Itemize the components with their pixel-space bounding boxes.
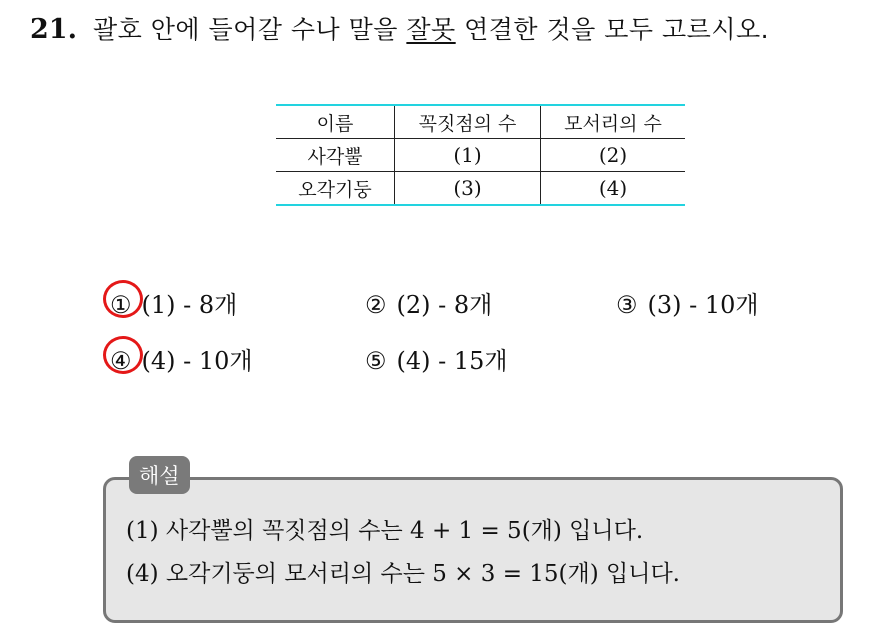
choice-5[interactable] <box>365 341 508 376</box>
question-text-after: 연결한 것을 모두 고르시오. <box>455 15 770 44</box>
table-header-row <box>276 105 685 139</box>
question-number: 21. <box>30 14 77 45</box>
table-row <box>276 172 685 206</box>
table-cell: (1) <box>395 139 541 172</box>
table-cell: 오각기둥 <box>276 172 395 206</box>
solution-line: (1) 사각뿔의 꼭짓점의 수는 4 + 1 = 5(개) 입니다. <box>126 518 644 544</box>
choice-mark: ③ <box>616 291 638 319</box>
choice-text: (2) - 8개 <box>396 291 493 319</box>
choice-mark: ④ <box>110 347 132 375</box>
choice-text: (1) - 8개 <box>141 291 238 319</box>
solution-line: (4) 오각기둥의 모서리의 수는 5 × 3 = 15(개) 입니다. <box>126 561 680 587</box>
table-header-cell: 이름 <box>276 105 395 139</box>
question-text-before: 괄호 안에 들어갈 수나 말을 <box>92 15 407 44</box>
question-text-underlined: 잘못 <box>406 15 456 44</box>
table-cell: (4) <box>541 172 686 206</box>
table-cell: (2) <box>541 139 686 172</box>
choice-text: (4) - 10개 <box>141 347 253 375</box>
question-text <box>93 15 769 44</box>
table-cell: (3) <box>395 172 541 206</box>
choice-3[interactable] <box>616 285 759 320</box>
table-row <box>276 139 685 172</box>
answer-circle-icon <box>103 280 143 318</box>
answer-circle-icon <box>103 336 143 374</box>
solution-box <box>103 477 843 623</box>
choice-text: (3) - 10개 <box>647 291 759 319</box>
choice-text: (4) - 15개 <box>396 347 508 375</box>
table-header-cell: 꼭짓점의 수 <box>395 105 541 139</box>
choice-mark: ⑤ <box>365 347 387 375</box>
vertices-edges-table <box>276 104 685 206</box>
question-header <box>30 10 769 46</box>
choice-mark: ② <box>365 291 387 319</box>
choice-2[interactable] <box>365 285 492 320</box>
table-cell: 사각뿔 <box>276 139 395 172</box>
choice-mark: ① <box>110 291 132 319</box>
table-header-cell: 모서리의 수 <box>541 105 686 139</box>
solution-label: 해설 <box>129 456 190 494</box>
